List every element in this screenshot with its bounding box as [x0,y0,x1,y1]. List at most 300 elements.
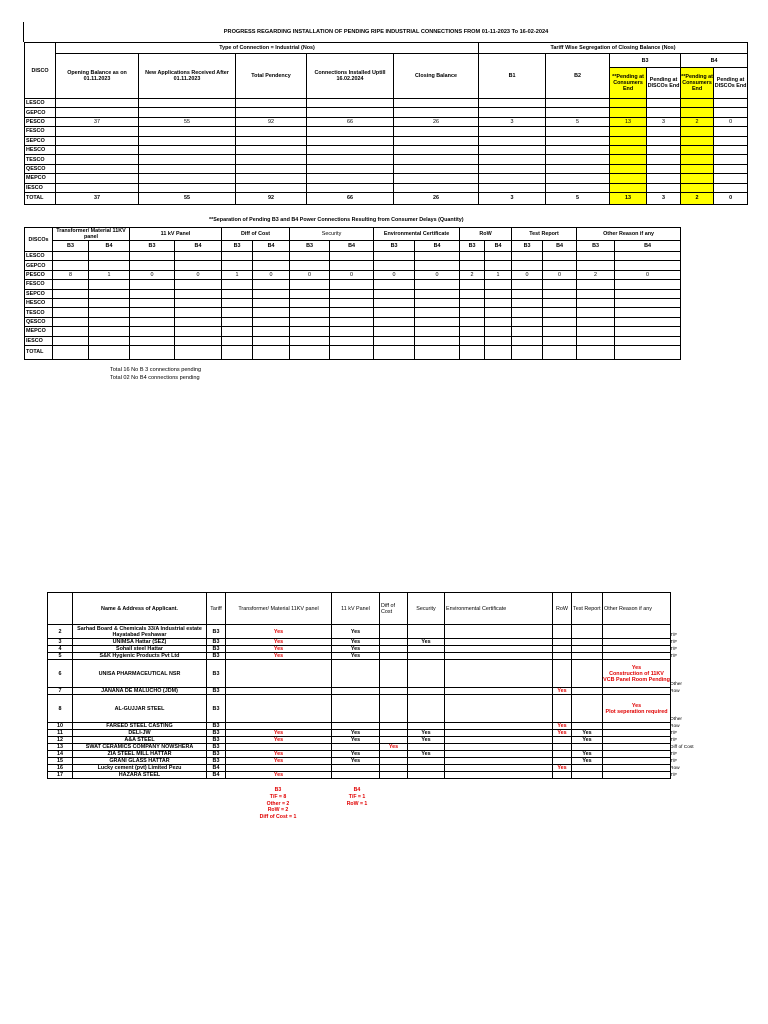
reason-test: Yes [572,737,603,744]
value-cell [222,336,253,345]
applicant-name: Sohail steel Hattar [73,646,207,653]
value-cell [512,298,543,307]
row-number: 12 [48,737,73,744]
reason-tf [226,723,332,730]
value-cell [236,164,307,173]
col-b2: B2 [546,54,610,99]
value-cell [374,336,415,345]
note-b4-pending: Total 02 No B4 connections pending [110,375,200,381]
sub-b3: B3 [577,241,615,252]
reason-side-label: T/F [670,758,678,764]
value-cell [139,155,236,164]
value-cell [714,99,748,108]
connection-type-header: Type of Connection = Industrial (Nos) [56,43,479,54]
value-cell [714,183,748,192]
value-cell [374,298,415,307]
applicant-row [48,772,671,779]
value-cell [647,145,681,154]
value-cell [374,289,415,298]
reason-kv: Yes [332,758,380,765]
value-cell [610,127,647,136]
tariff-segregation-header: Tariff Wise Segregation of Closing Balance (Nos) [479,43,748,54]
value-cell [610,164,647,173]
value-cell [330,336,374,345]
value-cell [714,108,748,117]
reason-kv [332,765,380,772]
value-cell [307,99,394,108]
reason-test [572,688,603,695]
value-cell [512,280,543,289]
summary-line: RoW = 2 [267,807,289,814]
value-cell [415,317,460,326]
value-cell [615,308,681,317]
tariff: B3 [207,625,226,639]
table-row [25,127,748,136]
value-cell [714,164,748,173]
value-cell [546,127,610,136]
reason-side-label: T/F [670,772,678,778]
reason-other [603,772,671,779]
value-cell [89,327,130,336]
col-b1: B1 [479,54,546,99]
reason-other [603,737,671,744]
value-cell [615,252,681,261]
reason-other [603,758,671,765]
table-row [25,183,748,192]
disco-name: LESCO [25,99,56,108]
value-cell [647,99,681,108]
value-cell [577,280,615,289]
value-cell: 13 [610,117,647,126]
value-cell [647,164,681,173]
value-cell [56,174,139,183]
value-cell [253,327,290,336]
reason-side-label: T/F [670,639,678,645]
reason-test [572,744,603,751]
row-number: 16 [48,765,73,772]
value-cell [479,174,546,183]
header-cell: Environmental Certificate [445,593,553,625]
value-cell: 0 [543,270,577,279]
applicant-row [48,744,671,751]
value-cell [394,174,479,183]
value-cell [610,99,647,108]
summary-line: Diff of Cost = 1 [259,814,297,821]
value-cell [415,289,460,298]
value-cell: 0 [330,270,374,279]
value-cell [681,145,714,154]
tariff: B3 [207,646,226,653]
header-cell: RoW [553,593,572,625]
value-cell [56,145,139,154]
col-closing-balance: Closing Balance [394,54,479,99]
applicant-name: SWAT CERAMICS COMPANY NOWSHERA [73,744,207,751]
reason-kv: Yes [332,730,380,737]
value-cell [222,298,253,307]
header-cell: Other Reason if any [603,593,671,625]
value-cell [647,155,681,164]
value-cell [394,155,479,164]
total-value [485,345,512,359]
reason-side-label: T/F [670,751,678,757]
value-cell: 0 [290,270,330,279]
value-cell [253,289,290,298]
total-value [222,345,253,359]
row-number: 11 [48,730,73,737]
reason-row: Yes [553,688,572,695]
value-cell [479,164,546,173]
disco-name: SEPCO [25,289,53,298]
tariff: B3 [207,751,226,758]
value-cell [415,261,460,270]
value-cell [222,308,253,317]
tariff: B4 [207,772,226,779]
value-cell [89,298,130,307]
value-cell [615,317,681,326]
reason-sec [408,744,445,751]
value-cell: 66 [307,117,394,126]
sub-b3: B3 [460,241,485,252]
value-cell: 0 [130,270,175,279]
value-cell [175,327,222,336]
disco-name: GEPCO [25,108,56,117]
value-cell [236,127,307,136]
value-cell [714,127,748,136]
reason-row [553,744,572,751]
reason-tf [226,765,332,772]
value-cell: 0 [714,117,748,126]
value-cell [485,308,512,317]
value-cell [485,327,512,336]
value-cell [175,252,222,261]
value-cell [394,164,479,173]
reason-doc [380,730,408,737]
reason-sec [408,765,445,772]
value-cell [546,155,610,164]
value-cell [415,327,460,336]
total-value [290,345,330,359]
total-value: 2 [681,192,714,204]
applicant-name: UNISA PHARMACEUTICAL NSR [73,660,207,688]
value-cell [175,280,222,289]
total-value [89,345,130,359]
reason-row [553,772,572,779]
value-cell: 26 [394,117,479,126]
reason-row [553,758,572,765]
value-cell [610,108,647,117]
reason-tf: Yes [226,758,332,765]
reason-other [603,625,671,639]
value-cell [647,108,681,117]
reason-kv: Yes [332,737,380,744]
reason-env [445,765,553,772]
value-cell [222,261,253,270]
reason-side-label: Row [670,688,680,694]
reason-other: Yes Plot seperation required [603,695,671,723]
value-cell [53,327,89,336]
disco-name: SEPCO [25,136,56,145]
value-cell [512,261,543,270]
value-cell [53,289,89,298]
col-new-applications: New Applications Received After 01.11.2023 [139,54,236,99]
value-cell [415,252,460,261]
total-value [374,345,415,359]
applicant-name: FAREED STEEL CASTING [73,723,207,730]
sub-b4: B4 [615,241,681,252]
value-cell [577,261,615,270]
disco-header: DISCO [25,43,56,99]
tariff: B3 [207,737,226,744]
header-cell: Test Report [572,593,603,625]
value-cell [485,261,512,270]
reason-sec [408,723,445,730]
value-cell [485,252,512,261]
col-b4-disco-end: Pending at DISCOs End [714,68,748,99]
value-cell [253,308,290,317]
reason-other [603,765,671,772]
value-cell [56,127,139,136]
reason-kv [332,688,380,695]
grp-transformer: Transformer/ Material 11KV panel [53,228,130,241]
value-cell: 92 [236,117,307,126]
reason-kv [332,695,380,723]
value-cell: 2 [681,117,714,126]
value-cell [290,327,330,336]
reason-tf [226,744,332,751]
value-cell: 55 [139,117,236,126]
reason-tf: Yes [226,772,332,779]
value-cell [139,164,236,173]
value-cell [479,155,546,164]
sub-b4: B4 [89,241,130,252]
value-cell [53,280,89,289]
value-cell [543,336,577,345]
value-cell [681,183,714,192]
value-cell [130,336,175,345]
value-cell [330,280,374,289]
disco-name: TESCO [25,155,56,164]
value-cell [56,164,139,173]
value-cell [543,252,577,261]
reason-other [603,723,671,730]
consumer-delays-table [24,227,681,360]
value-cell [543,308,577,317]
value-cell [139,183,236,192]
value-cell [307,164,394,173]
value-cell [681,164,714,173]
sub-b3: B3 [222,241,253,252]
reason-doc [380,765,408,772]
reason-doc [380,758,408,765]
reason-sec [408,695,445,723]
value-cell [56,108,139,117]
reason-env [445,744,553,751]
reason-row: Yes [553,765,572,772]
value-cell [460,327,485,336]
value-cell [681,136,714,145]
col-b3-consumer-end: **Pending at Consumers End [610,68,647,99]
value-cell [89,308,130,317]
value-cell [543,289,577,298]
reason-other: Yes Construction of 11KV VCB Panel Room Pending [603,660,671,688]
value-cell [546,183,610,192]
value-cell [374,261,415,270]
value-cell [130,308,175,317]
reason-tf: Yes [226,737,332,744]
reason-tf: Yes [226,751,332,758]
applicant-row [48,695,671,723]
value-cell [130,280,175,289]
sub-b3: B3 [512,241,543,252]
value-cell [460,336,485,345]
col-total-pendency: Total Pendency [236,54,307,99]
sub-b3: B3 [53,241,89,252]
value-cell [330,252,374,261]
value-cell [394,136,479,145]
reason-side-label: Diff of Cost [670,744,694,750]
tariff: B3 [207,758,226,765]
total-value: 5 [546,192,610,204]
reason-doc [380,737,408,744]
reason-other [603,653,671,660]
grp-11kv-panel: 11 kV Panel [130,228,222,241]
value-cell [647,136,681,145]
value-cell [139,145,236,154]
value-cell [330,289,374,298]
table-row [25,252,681,261]
row-number: 17 [48,772,73,779]
value-cell [479,136,546,145]
value-cell [290,336,330,345]
reason-side-label: T/F [670,737,678,743]
value-cell: 1 [89,270,130,279]
value-cell [485,289,512,298]
value-cell [681,174,714,183]
reason-row [553,646,572,653]
value-cell [330,308,374,317]
reason-other [603,688,671,695]
applicant-name: HAZARA STEEL [73,772,207,779]
value-cell: 5 [546,117,610,126]
reason-side-label: Row [670,765,680,771]
reason-row [553,639,572,646]
value-cell [222,317,253,326]
reason-sec [408,646,445,653]
row-number: 8 [48,695,73,723]
total-value [512,345,543,359]
value-cell: 0 [175,270,222,279]
value-cell [577,308,615,317]
tariff: B4 [207,765,226,772]
applicant-row [48,751,671,758]
reason-doc [380,646,408,653]
applicants-table [47,592,671,779]
total-value [53,345,89,359]
value-cell [222,289,253,298]
table-row [25,99,748,108]
disco-name: PESCO [25,270,53,279]
value-cell [512,308,543,317]
col-b4-consumer-end: **Pending at Consumers End [681,68,714,99]
value-cell [714,136,748,145]
value-cell [577,317,615,326]
value-cell [290,261,330,270]
value-cell [681,108,714,117]
value-cell [175,289,222,298]
value-cell [485,317,512,326]
applicant-name: Sarhad Board & Chemicals 33/A Industrial estate Hayatabad Peshawar [73,625,207,639]
value-cell: 3 [647,117,681,126]
reason-tf [226,695,332,723]
value-cell [253,252,290,261]
value-cell [543,261,577,270]
table-row [25,136,748,145]
disco-name: PESCO [25,117,56,126]
reason-env [445,723,553,730]
grp-other-reason: Other Reason if any [577,228,681,241]
tariff: B3 [207,653,226,660]
tariff: B3 [207,660,226,688]
total-row [25,345,681,359]
value-cell [546,99,610,108]
value-cell [577,327,615,336]
table-row [25,145,748,154]
value-cell [460,298,485,307]
row-number: 14 [48,751,73,758]
value-cell [610,155,647,164]
total-label: TOTAL [25,345,53,359]
col-connections-installed: Connections Installed Uptill 16.02.2024 [307,54,394,99]
summary-line: T/F = 8 [269,793,287,800]
reason-test [572,653,603,660]
summary-b3 [252,787,304,821]
total-value [130,345,175,359]
value-cell [714,155,748,164]
reason-test: Yes [572,751,603,758]
value-cell [460,308,485,317]
value-cell [374,252,415,261]
value-cell [610,145,647,154]
reason-env [445,695,553,723]
applicant-name: A&A STEEL [73,737,207,744]
reason-row [553,695,572,723]
sub-b4: B4 [485,241,512,252]
value-cell [479,127,546,136]
table-row [25,317,681,326]
value-cell [89,336,130,345]
applicant-name: AL-GUJJAR STEEL [73,695,207,723]
applicant-row [48,730,671,737]
reason-tf: Yes [226,639,332,646]
reason-env [445,639,553,646]
reason-test [572,695,603,723]
value-cell [236,155,307,164]
sub-b4: B4 [175,241,222,252]
discos-header: DISCOs [25,228,53,252]
reason-row [553,751,572,758]
value-cell [460,289,485,298]
sub-b3: B3 [130,241,175,252]
summary-line: RoW = 1 [346,800,368,807]
value-cell [681,99,714,108]
row-number: 2 [48,625,73,639]
sub-b4: B4 [253,241,290,252]
reason-test [572,625,603,639]
applicant-name: ZIA STEEL MILL HATTAR [73,751,207,758]
sub-b4: B4 [415,241,460,252]
disco-name: HESCO [25,145,56,154]
reason-side-label: Other [670,681,682,687]
